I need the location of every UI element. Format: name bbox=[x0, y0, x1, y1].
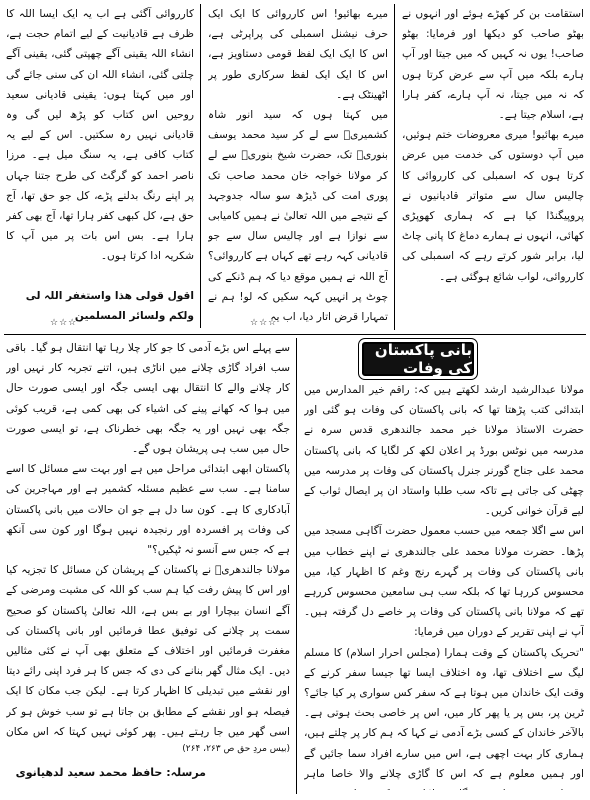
paragraph: سے پہلے اس بڑے آدمی کا جو کار چلا رہا تھا انتقال ہو گیا۔ باقی سب افراد گاڑی چلانے میں اناڑی ہیں، اتنے تجربہ کار نہیں اور کار چلانے والے کا انتقال بھی ایسی جگہ اور ایسی صورت حال میں ہوا کہ کھانے پینے کی اشیاء کی بھی کمی ہے، قریب کوئی جگہ بھی نہیں اور یہ جگہ بھی خطرناک ہے، تو ایسی صورت حال میں سب ہی پریشان ہوں گے۔ bbox=[6, 342, 290, 456]
section-divider bbox=[4, 334, 586, 335]
paragraph: میرے بھائیو! میری معروضات ختم ہوئیں، میں آپ دوستوں کی خدمت میں عرض کرتا ہوں کہ اسمبلی کی کارروائی کا چالیس سال سے متواتر قادیانیوں نے پروپیگنڈا کیا ہے کہ ہماری کھوپڑی کھائی، انہوں نے ہمارے دماغ کا پانی چاٹ لیا، برابر شور کرتے رہے کہ اسمبلی کی کارروائی، لواب شائع ہوگئی ہے۔ bbox=[402, 129, 584, 283]
closing-line: اقول قولی ھذا واستغفر اللہ لی bbox=[25, 290, 194, 302]
paragraph: مولانا عبدالرشید ارشد لکھتے ہیں کہ: راقم خیر المدارس میں ابتدائی کتب پڑھتا تھا کہ بانی پاکستان کی وفات ہو گئی اور حضرت الاستاذ مولانا خیر محمد جالندھری قدس سرہ نے مدرسہ میں نوٹس بورڈ پر اعلان لکھ کر لگایا کہ بانی پاکستان محمد علی جناح گورنر جنرل پاکستان کی وفات پر مدرسہ میں چھٹی کی جاتی ہے تاکہ سب طلبا واستاد ان پر ایصال ثواب کے لیے قرآن خوانی کریں۔ bbox=[304, 384, 584, 518]
article-column-left bbox=[6, 338, 290, 742]
paragraph: پاکستان ابھی ابتدائی مراحل میں ہے اور بہت سے مسائل کا اسے سامنا ہے۔ سب سے عظیم مسئلہ کشمیر ہے اور مہاجرین کی آبادکاری کا ہے۔ کون سا دل ہے جو ان حالات میں بانی پاکستان کی وفات پر افسردہ اور رنجیدہ نہیں ہوگا اور کون سی آنکھ ہے کہ جس سے آنسو نہ ٹپکیں؟" bbox=[6, 463, 290, 557]
top-column-left bbox=[6, 4, 194, 286]
paragraph: استقامت بن کر کھڑے ہوئے اور انہوں نے بھٹو صاحب کو دیکھا اور فرمایا: بھٹو صاحب! یوں نہ کہیں کہ میں جیتا اور آپ ہارے بلکہ میں آپ سے عرض کرتا ہوں کہ نہ میں جیتا، نہ آپ ہارے، کفر ہارا ہے، اسلام جیتا ہے۔ bbox=[402, 8, 584, 122]
paragraph: کارروائی آگئی ہے اب یہ ایک ایسا اللہ کا ظرف ہے قادیانیت کے لیے اتمام حجت ہے، انشاء اللہ یقینی آگے چھپتی گئی، یقینی آگے چلتی گئی، انشاء اللہ ان کی سنی جائے گی اور میں کہتا ہوں: یقینی قادیانی سعید روحیں اس کتاب کو پڑھ لیں گی وہ قادیانی نہیں رہ سکتیں۔ اس کے لیے یہ کتاب کافی ہے، یہ سنگ میل ہے۔ مرزا ناصر احمد کو گرگٹ کی طرح جتنا جہاں پر اپنے رنگ بدلنے پڑے، کل جو حق تھا، آج حق ہے، کل کبھی کفر ہارا تھا، آج بھی کفر ہارا ہے۔ بس اس بات پر میں آپ کا شکریہ ادا کرتا ہوں۔ bbox=[6, 8, 194, 263]
top-column-right bbox=[402, 4, 584, 330]
closing-line: ولکم ولسائر المسلمین bbox=[74, 310, 194, 323]
column-divider bbox=[296, 338, 297, 794]
column-divider bbox=[200, 4, 201, 328]
top-column-middle bbox=[208, 4, 388, 330]
column-divider bbox=[394, 4, 395, 330]
source-reference: (بیس مردِ حق ص ۲۶۳، ۲۶۴) bbox=[182, 744, 290, 754]
closing-dua bbox=[6, 286, 194, 328]
paragraph: میرے بھائیو! اس کارروائی کا ایک ایک حرف نیشنل اسمبلی کی پراپرٹی ہے، اس کا ایک ایک لفظ قومی دستاویز ہے، اس کا ایک ایک لفظ سرکاری طور پر اٹھینٹک ہے۔ bbox=[208, 8, 388, 101]
quote-paragraph: "تحریک پاکستان کے وقت ہمارا (مجلس احرار اسلام) کا مسلم لیگ سے اختلاف تھا، وہ اختلاف ایسا تھا جیسا سفر کرنے کے وقت ایک خاندان میں ہوتا ہے کہ سفر کس سواری پر کیا جائے؟ ٹرین پر، بس پر یا پھر کار میں، اس پر خاصی بحث ہوتی ہے۔ بالآخر خاندان کے کسی بڑے آدمی نے کہا کہ ہم کار پر چلتے ہیں، ہماری کار بہت اچھی ہے، اس میں سارے افراد سما جائیں گے اور ہمیں معلوم ہے کہ اس کا گاڑی چلانے والا خاصا ماہر bbox=[304, 646, 584, 780]
section-end-stars: ☆☆☆ bbox=[250, 318, 278, 328]
article-column-right bbox=[304, 380, 584, 790]
paragraph: اس سے اگلا جمعہ میں حسب معمول حضرت آگاہی مسجد میں پڑھا۔ حضرت مولانا محمد علی جالندھری نے اپنے خطاب میں بانی پاکستان کی وفات پر گہرے رنج وغم کا اظہار کیا، میں محسوس کررہا تھا کہ بلکہ سب ہی سامعین محسوس کررہے تھے کہ مولانا بانی پاکستان کی وفات پر خاصے دل گرفتہ ہیں۔ آپ نے اپنی تقریر کے دوران میں فرمایا: bbox=[304, 525, 584, 639]
paragraph: مولانا جالندھریؒ نے پاکستان کے پریشان کن مسائل کا تجزیہ کیا اور اس کا پیش رفت کیا ہم سب کو اللہ کی مشیت ومرضی کے آگے انسان بیچارا اور بے بس ہے، اللہ تعالیٰ پاکستان کو صحیح سمت پر چلانے کی توفیق عطا فرمائیں اور بانی پاکستان کی مغفرت فرمائیں اور اختلاف کے متعلق بھی آپ نے کئی مثالیں دیں۔ ایک مثال گھر بنانے کی دی کہ جس کا ہر فرد اپنی رائے دیتا اور نقشے میں تبدیلی کا اظہار کرتا ہے۔ لیکن جب مکان کا ایک فیصلہ ہو اور نقشے کے مطابق بن جاتا ہے تو سب خوش ہو کر اسی گھر میں جا رہتے ہیں۔ پھر کوئی نہیں کہتا کہ اس مکان bbox=[6, 564, 290, 738]
sender-credit: مرسلہ: حافظ محمد سعید لدھیانوی bbox=[15, 766, 206, 779]
section-end-stars: ☆☆☆ bbox=[50, 318, 78, 328]
article-heading: بانی پاکستان کی وفات bbox=[362, 342, 474, 376]
paragraph: میں کہتا ہوں کہ سید انور شاہ کشمیریؒ سے لے کر سید محمد یوسف بنوریؒ تک، حضرت شیخ بنوریؒ سے لے کر مولانا خواجہ خان محمد صاحب تک پوری امت کی ڈیڑھ سو سالہ جدوجہد کے نتیجے میں اللہ تعالیٰ نے ہمیں کامیابی سے نوازا ہے اور چالیس سال سے جو قادیانی کہہ رہے تھے کہاں ہے کارروائی؟ آج اللہ نے ہمیں موقع دیا کہ ہم ڈنکے کی چوٹ پر انہیں کہہ سکیں کہ لو! ہم نے تمہارا قرض اتار دیا، اب یہ bbox=[208, 109, 388, 324]
